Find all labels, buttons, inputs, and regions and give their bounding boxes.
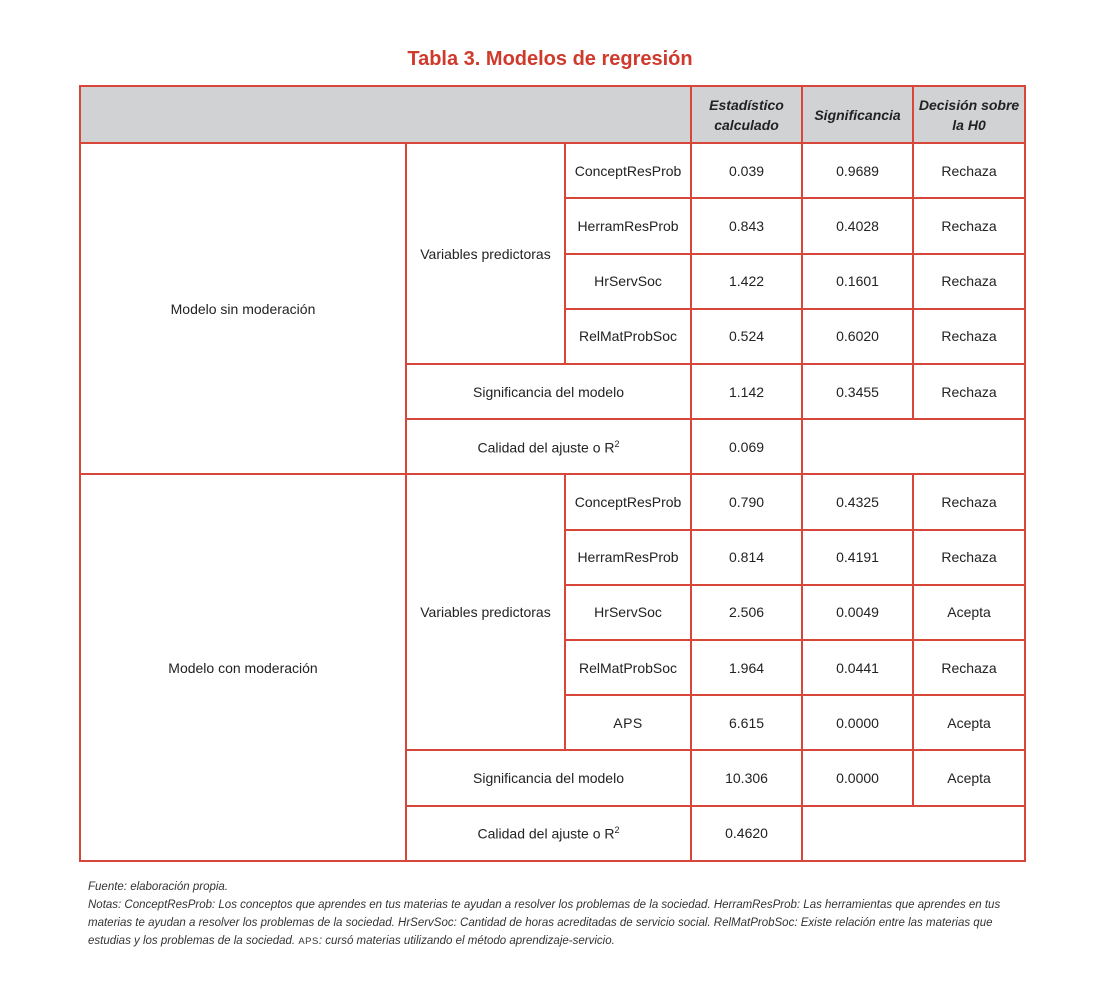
table-title: Tabla 3. Modelos de regresión <box>407 48 693 70</box>
source-note: Fuente: elaboración propia. <box>88 881 229 893</box>
fit-value: 0.4620 <box>691 806 802 861</box>
model-name: Modelo sin moderación <box>80 143 406 474</box>
stat-cell: 0.790 <box>691 474 802 529</box>
stat-cell: 0.039 <box>691 143 802 198</box>
variable-name: HrServSoc <box>565 254 691 309</box>
sig-cell: 0.4325 <box>802 474 913 529</box>
variable-name: RelMatProbSoc <box>565 309 691 364</box>
decision-cell: Acepta <box>913 585 1025 640</box>
empty-cell <box>802 806 1025 861</box>
group-label: Variables predictoras <box>406 474 565 750</box>
decision-cell: Rechaza <box>913 143 1025 198</box>
decision-cell: Rechaza <box>913 474 1025 529</box>
sig-cell: 0.3455 <box>802 364 913 419</box>
stat-cell: 1.142 <box>691 364 802 419</box>
sig-cell: 0.9689 <box>802 143 913 198</box>
decision-cell: Rechaza <box>913 530 1025 585</box>
fit-value: 0.069 <box>691 419 802 474</box>
group-label: Variables predictoras <box>406 143 565 364</box>
variable-name: ConceptResProb <box>565 474 691 529</box>
header-estadistico: Estadístico calculado <box>691 86 802 143</box>
model-significance-label: Significancia del modelo <box>406 364 691 419</box>
model-name: Modelo con moderación <box>80 474 406 861</box>
header-blank <box>80 86 691 143</box>
stat-cell: 6.615 <box>691 695 802 750</box>
decision-cell: Rechaza <box>913 254 1025 309</box>
sig-cell: 0.4191 <box>802 530 913 585</box>
table-notes <box>88 878 1018 951</box>
variable-name: RelMatProbSoc <box>565 640 691 695</box>
sig-cell: 0.0000 <box>802 750 913 805</box>
header-row <box>80 86 1025 143</box>
header-significancia: Significancia <box>802 86 913 143</box>
header-decision: Decisión sobre la H0 <box>913 86 1025 143</box>
stat-cell: 0.524 <box>691 309 802 364</box>
stat-cell: 0.843 <box>691 198 802 253</box>
variable-name: HrServSoc <box>565 585 691 640</box>
decision-cell: Rechaza <box>913 364 1025 419</box>
stat-cell: 0.814 <box>691 530 802 585</box>
sig-cell: 0.0049 <box>802 585 913 640</box>
variable-name: HerramResProb <box>565 530 691 585</box>
variable-name: HerramResProb <box>565 198 691 253</box>
model-significance-label: Significancia del modelo <box>406 750 691 805</box>
stat-cell: 10.306 <box>691 750 802 805</box>
variable-name: APS <box>565 695 691 750</box>
regression-table <box>79 85 1026 862</box>
sig-cell: 0.6020 <box>802 309 913 364</box>
decision-cell: Acepta <box>913 695 1025 750</box>
sig-cell: 0.4028 <box>802 198 913 253</box>
decision-cell: Rechaza <box>913 309 1025 364</box>
stat-cell: 1.964 <box>691 640 802 695</box>
decision-cell: Rechaza <box>913 640 1025 695</box>
sig-cell: 0.0000 <box>802 695 913 750</box>
empty-cell <box>802 419 1025 474</box>
decision-cell: Rechaza <box>913 198 1025 253</box>
decision-cell: Acepta <box>913 750 1025 805</box>
variable-name: ConceptResProb <box>565 143 691 198</box>
table-row <box>80 143 1025 198</box>
stat-cell: 1.422 <box>691 254 802 309</box>
sig-cell: 0.1601 <box>802 254 913 309</box>
fit-label: Calidad del ajuste o $R^2$ <box>406 806 691 861</box>
fit-label: Calidad del ajuste o $R^2$ <box>406 419 691 474</box>
table-row <box>80 474 1025 529</box>
sig-cell: 0.0441 <box>802 640 913 695</box>
variable-notes: Notas: ConceptResProb: Los conceptos que aprendes en tus materias te ayudan a resolver los problemas de la sociedad. HerramResProb: Las herramientas que aprendes en tus materias te ayudan a resolver los problemas de la sociedad. HrServSoc: Cantidad de horas acreditadas de servicio social. RelMatProbSoc: Existe relación entre las materias que estudias y los problemas de la sociedad. APS: cursó materias utilizando el método aprendizaje-servicio. <box>88 899 1001 947</box>
stat-cell: 2.506 <box>691 585 802 640</box>
